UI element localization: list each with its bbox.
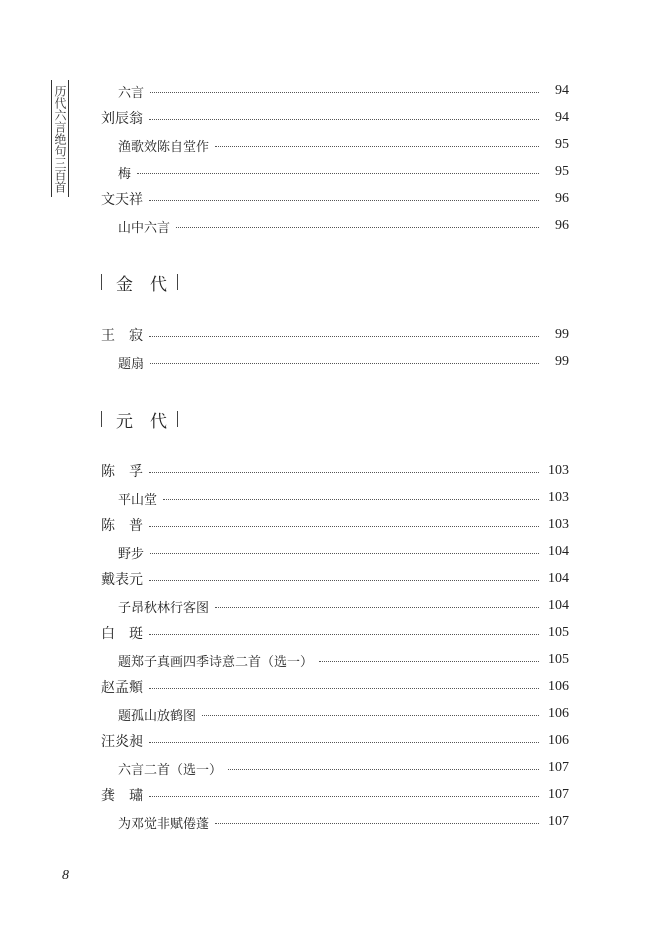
- toc-entry-label: 戴表元: [101, 572, 143, 588]
- dot-leader: [149, 118, 539, 120]
- toc-page-number: 105: [548, 652, 569, 667]
- bracket-bar: [177, 411, 178, 427]
- toc-page-number: 106: [548, 679, 569, 694]
- toc-author-row[interactable]: [0, 461, 569, 481]
- dot-leader: [149, 795, 539, 797]
- dot-leader: [202, 714, 539, 716]
- toc-entry-label: 王 寂: [101, 328, 143, 344]
- toc-work-row[interactable]: [0, 216, 569, 236]
- dot-leader: [228, 768, 539, 770]
- dot-leader: [215, 145, 539, 147]
- toc-entry-label: 刘辰翁: [101, 111, 143, 127]
- toc-entry-label: 龚 璛: [101, 788, 143, 804]
- toc-author-row[interactable]: [0, 569, 569, 589]
- toc-page-number: 106: [548, 706, 569, 721]
- toc-page-number: 104: [548, 598, 569, 613]
- page-number: 8: [62, 868, 69, 883]
- toc-author-row[interactable]: [0, 325, 569, 345]
- toc-page-number: 105: [548, 625, 569, 640]
- toc-work-row[interactable]: [0, 542, 569, 562]
- dot-leader: [215, 822, 539, 824]
- toc-page-number: 107: [548, 814, 569, 829]
- toc-entry-label: 赵孟頫: [101, 680, 143, 696]
- toc-author-row[interactable]: [0, 623, 569, 643]
- toc-entry-label: 平山堂: [118, 492, 158, 508]
- toc-entry-label: 梅: [118, 166, 132, 182]
- dot-leader: [176, 226, 539, 228]
- toc-work-row[interactable]: [0, 758, 569, 778]
- dot-leader: [137, 172, 539, 174]
- toc-page-number: 95: [555, 164, 569, 179]
- toc-page-number: 95: [555, 137, 569, 152]
- toc-page-number: 99: [555, 327, 569, 342]
- toc-entry-label: 六言: [118, 85, 145, 101]
- toc-page-number: 99: [555, 354, 569, 369]
- dot-leader: [149, 335, 539, 337]
- toc-entry-label: 六言二首（选一）: [118, 762, 223, 778]
- toc-author-row[interactable]: [0, 785, 569, 805]
- section-heading: [101, 407, 178, 431]
- dot-leader: [150, 552, 539, 554]
- toc-work-row[interactable]: [0, 135, 569, 155]
- section-heading: [101, 270, 178, 294]
- toc-page-number: 96: [555, 191, 569, 206]
- dot-leader: [149, 687, 539, 689]
- toc-author-row[interactable]: [0, 677, 569, 697]
- toc-work-row[interactable]: [0, 162, 569, 182]
- dot-leader: [150, 362, 539, 364]
- section-title: 元 代: [116, 411, 167, 432]
- dot-leader: [149, 633, 539, 635]
- toc-author-row[interactable]: [0, 731, 569, 751]
- dot-leader: [215, 606, 539, 608]
- toc-page-number: 104: [548, 571, 569, 586]
- toc-entry-label: 渔歌效陈自堂作: [118, 139, 210, 155]
- toc-work-row[interactable]: [0, 704, 569, 724]
- toc-page-number: 106: [548, 733, 569, 748]
- toc-entry-label: 子昂秋林行客图: [118, 600, 210, 616]
- toc-page-number: 94: [555, 110, 569, 125]
- toc-page-number: 103: [548, 463, 569, 478]
- toc-work-row[interactable]: [0, 352, 569, 372]
- toc-author-row[interactable]: [0, 189, 569, 209]
- toc-work-row[interactable]: [0, 596, 569, 616]
- toc-page-number: 107: [548, 760, 569, 775]
- toc-page-number: 103: [548, 517, 569, 532]
- toc-author-row[interactable]: [0, 108, 569, 128]
- toc-entry-label: 白 珽: [101, 626, 143, 642]
- toc-page-number: 107: [548, 787, 569, 802]
- toc-work-row[interactable]: [0, 650, 569, 670]
- bracket-bar: [177, 274, 178, 290]
- toc-author-row[interactable]: [0, 515, 569, 535]
- dot-leader: [149, 471, 539, 473]
- toc-entry-label: 题郑子真画四季诗意二首（选一）: [118, 654, 314, 670]
- toc-entry-label: 山中六言: [118, 220, 171, 236]
- dot-leader: [319, 660, 539, 662]
- toc-page-number: 94: [555, 83, 569, 98]
- toc-entry-label: 为邓觉非赋倦蓬: [118, 816, 210, 832]
- toc-work-row[interactable]: [0, 81, 569, 101]
- toc-work-row[interactable]: [0, 812, 569, 832]
- dot-leader: [149, 741, 539, 743]
- bracket-bar: [101, 411, 102, 427]
- toc-entry-label: 陈 孚: [101, 464, 143, 480]
- toc-entry-label: 汪炎昶: [101, 734, 143, 750]
- dot-leader: [163, 498, 539, 500]
- toc-entry-label: 文天祥: [101, 192, 143, 208]
- toc-entry-label: 题孤山放鹤图: [118, 708, 197, 724]
- toc-entry-label: 题扇: [118, 356, 145, 372]
- running-title: 历代六言绝句三百首: [53, 84, 67, 193]
- toc-page-number: 96: [555, 218, 569, 233]
- toc-entry-label: 野步: [118, 546, 145, 562]
- dot-leader: [149, 525, 539, 527]
- toc-page-number: 103: [548, 490, 569, 505]
- bracket-bar: [101, 274, 102, 290]
- toc-entry-label: 陈 普: [101, 518, 143, 534]
- toc-work-row[interactable]: [0, 488, 569, 508]
- dot-leader: [149, 579, 539, 581]
- toc-page-number: 104: [548, 544, 569, 559]
- dot-leader: [150, 91, 539, 93]
- section-title: 金 代: [116, 274, 167, 295]
- dot-leader: [149, 199, 539, 201]
